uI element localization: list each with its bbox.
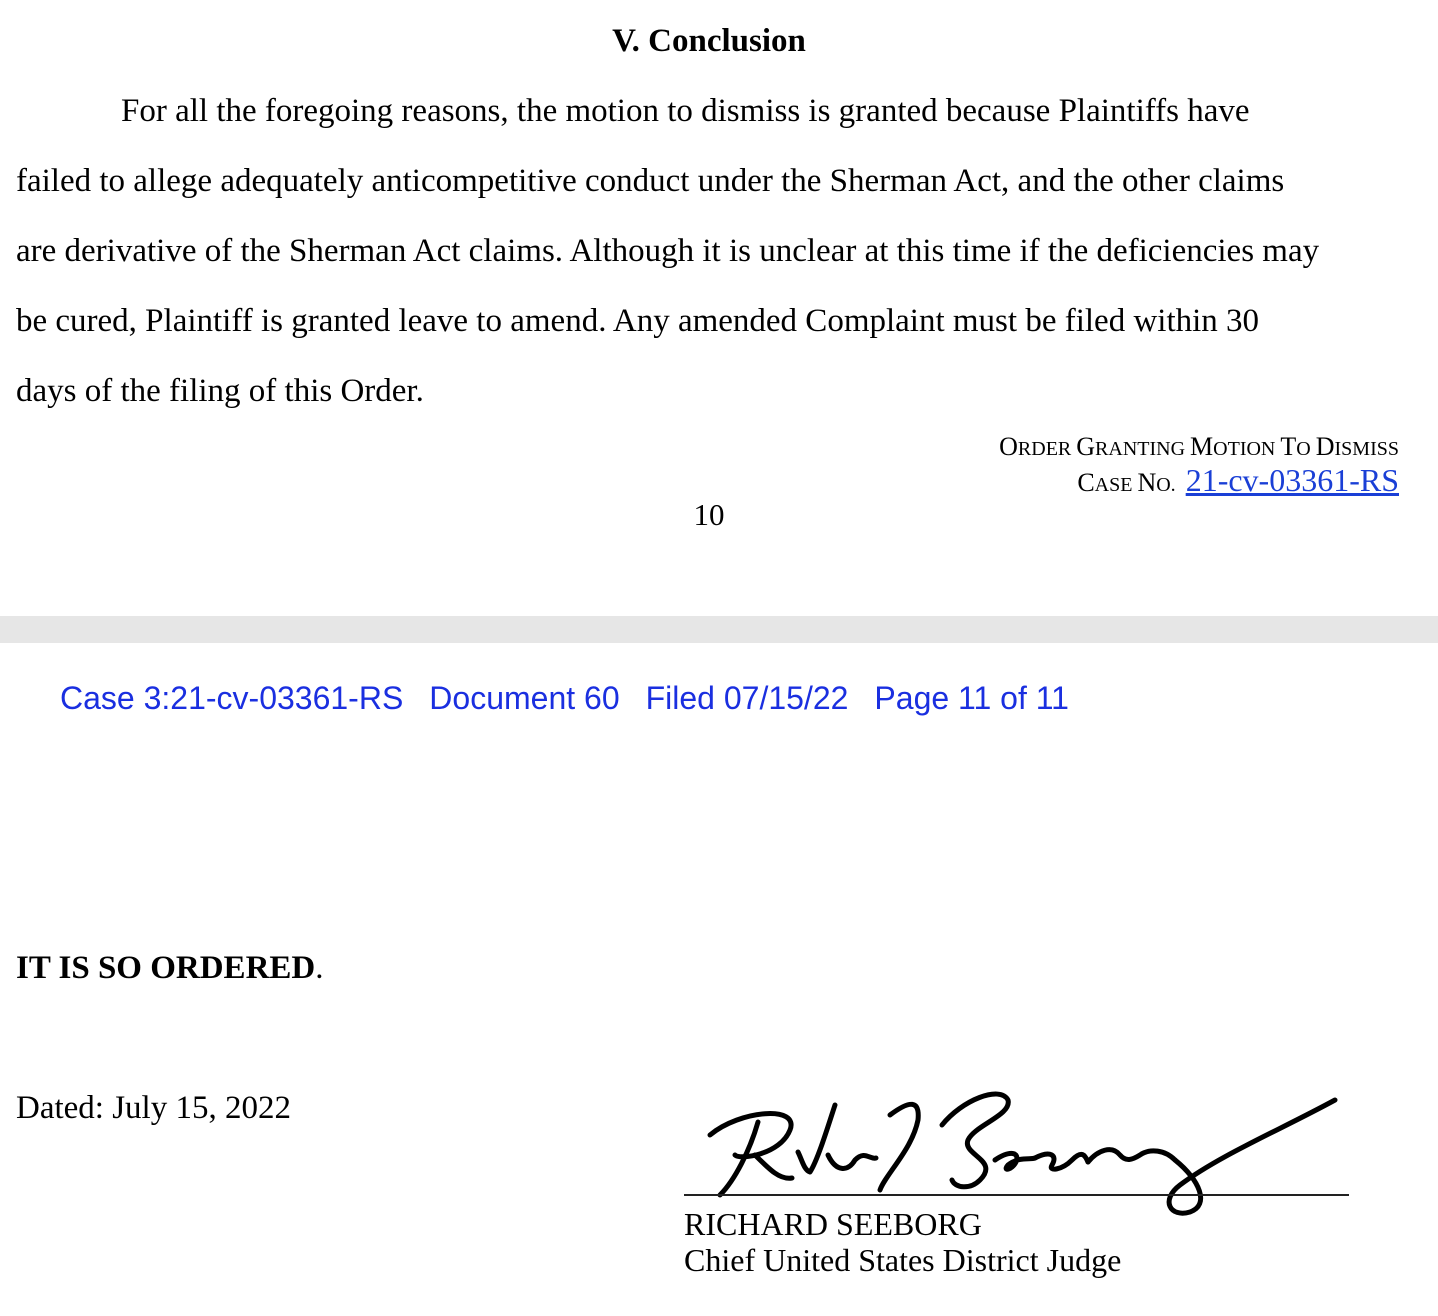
- case-number-link[interactable]: 21-cv-03361-RS: [1185, 462, 1399, 498]
- ecf-page: Page 11 of 11: [874, 680, 1069, 716]
- ecf-header: [60, 676, 1095, 720]
- ecf-document: Document 60: [429, 680, 620, 716]
- section-heading: V. Conclusion: [612, 23, 806, 59]
- so-ordered: IT IS SO ORDERED.: [16, 950, 324, 986]
- dated-line: Dated: July 15, 2022: [16, 1090, 291, 1126]
- paragraph-line-3: are derivative of the Sherman Act claims. Although it is unclear at this time if the deficiencies may: [16, 233, 1320, 269]
- footer-order-title: ORDER GRANTING MOTION TO DISMISS: [999, 432, 1399, 461]
- footer-case-number: CASE NO. 21-cv-03361-RS: [1077, 462, 1399, 498]
- ecf-case: Case 3:21-cv-03361-RS: [60, 680, 404, 716]
- ecf-filed: Filed 07/15/22: [645, 680, 849, 716]
- judge-signature: [680, 1060, 1360, 1230]
- paragraph-line-5: days of the filing of this Order.: [16, 373, 424, 409]
- paragraph-line-1: For all the foregoing reasons, the motion to dismiss is granted because Plaintiffs have: [121, 93, 1250, 129]
- page-number: 10: [693, 497, 725, 532]
- paragraph-line-2: failed to allege adequately anticompetitive conduct under the Sherman Act, and the other claims: [16, 163, 1285, 199]
- judge-name: RICHARD SEEBORG: [684, 1206, 982, 1242]
- judge-title: Chief United States District Judge: [684, 1242, 1122, 1278]
- page-separator: [0, 616, 1438, 643]
- paragraph-line-4: be cured, Plaintiff is granted leave to amend. Any amended Complaint must be filed within 30: [16, 303, 1260, 339]
- signature-line: [684, 1194, 1349, 1196]
